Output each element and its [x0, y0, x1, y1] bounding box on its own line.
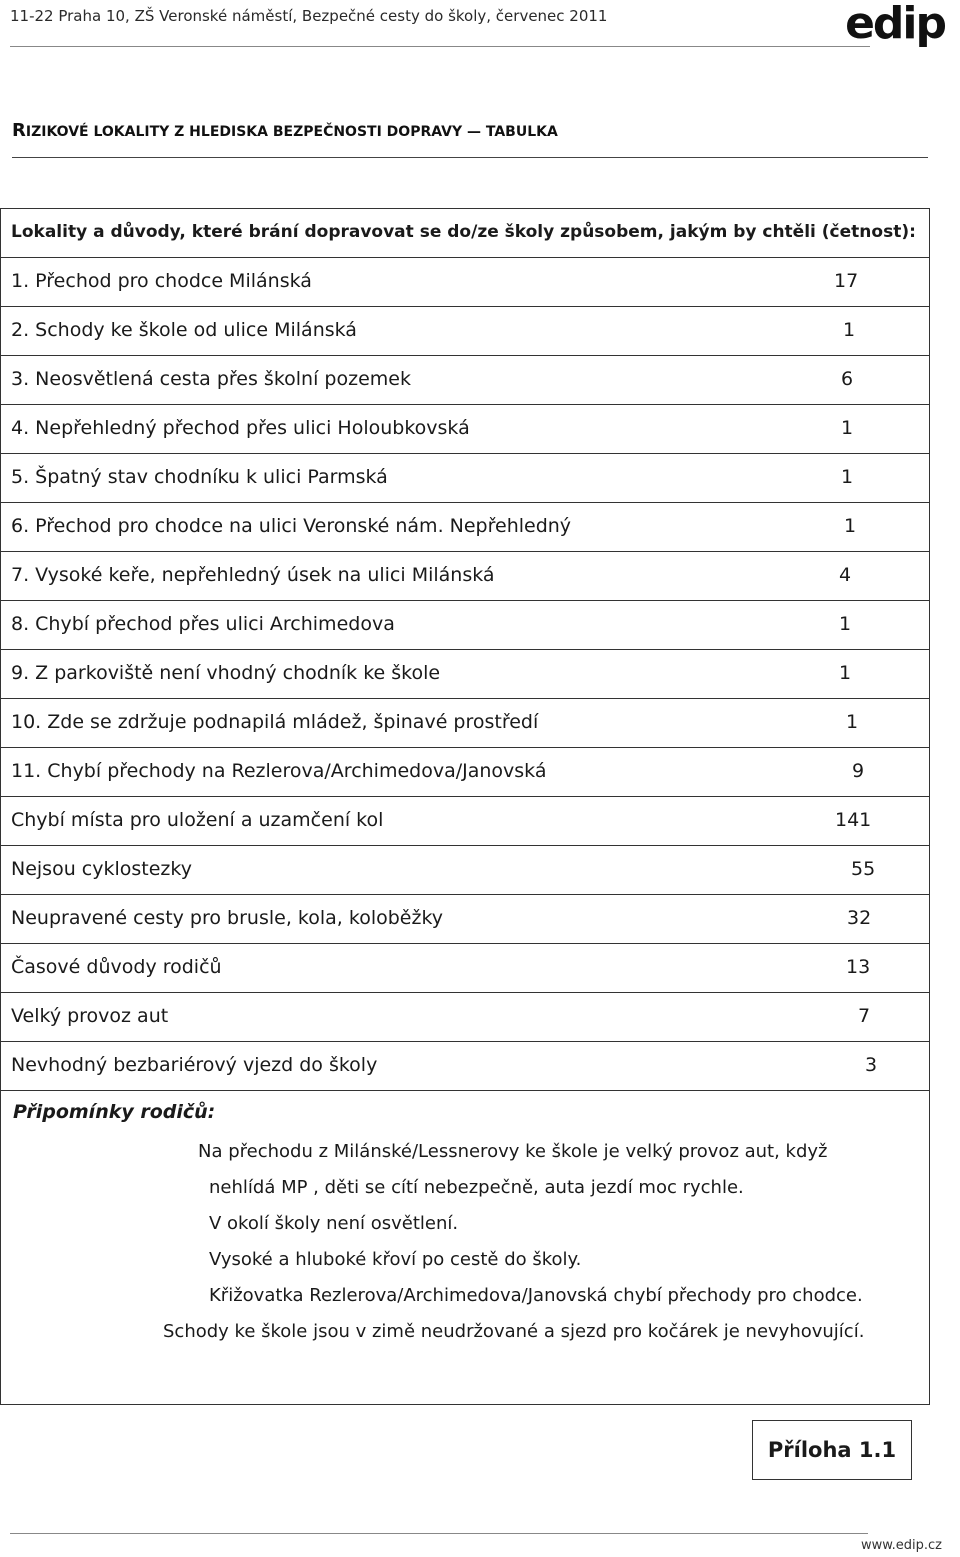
remark-line: Na přechodu z Milánské/Lessnerovy ke škole je velký provoz aut, když	[198, 1141, 828, 1162]
table-row	[1, 993, 929, 1042]
footer-url: www.edip.cz	[860, 1538, 942, 1553]
row-label: 5. Špatný stav chodníku k ulici Parmská	[11, 466, 388, 488]
table-row	[1, 944, 929, 993]
row-count: 6	[841, 368, 854, 390]
remark-line: V okolí školy není osvětlení.	[209, 1213, 459, 1234]
row-label: 4. Nepřehledný přechod přes ulici Holoubkovská	[11, 417, 470, 439]
row-count: 141	[835, 809, 872, 831]
row-label: 6. Přechod pro chodce na ulici Veronské nám. Nepřehledný	[11, 515, 572, 537]
row-count: 1	[844, 515, 857, 537]
table-row	[1, 503, 929, 552]
row-count: 1	[846, 711, 859, 733]
table-row	[1, 356, 929, 405]
row-label: Velký provoz aut	[11, 1005, 169, 1027]
header-divider	[10, 46, 870, 47]
title-part-1: IZIKOVÉ LOKALITY Z HLEDISKA BEZPEČNOSTI DOPRAVY	[25, 124, 463, 140]
table-row	[1, 1042, 929, 1091]
table-row	[1, 601, 929, 650]
remark-line: Schody ke škole jsou v zimě neudržované a sjezd pro kočárek je nevyhovující.	[163, 1321, 865, 1342]
row-count: 4	[839, 564, 852, 586]
table-row	[1, 454, 929, 503]
row-label: 1. Přechod pro chodce Milánská	[11, 270, 312, 292]
row-count: 9	[852, 760, 865, 782]
row-label: Časové důvody rodičů	[11, 956, 222, 978]
table-row	[1, 797, 929, 846]
table-row	[1, 552, 929, 601]
row-count: 3	[865, 1054, 878, 1076]
row-count: 17	[834, 270, 859, 292]
title-first-letter: R	[12, 120, 26, 141]
localities-table	[0, 208, 930, 1405]
remark-line: nehlídá MP , děti se cítí nebezpečně, auta jezdí moc rychle.	[209, 1177, 744, 1198]
row-label: 11. Chybí přechody na Rezlerova/Archimedova/Janovská	[11, 760, 547, 782]
table-row	[1, 650, 929, 699]
remarks-title: Připomínky rodičů:	[13, 1101, 216, 1123]
row-label: Neupravené cesty pro brusle, kola, koloběžky	[11, 907, 444, 929]
table-row	[1, 846, 929, 895]
table-heading: Lokality a důvody, které brání dopravovat se do/ze školy způsobem, jakým by chtěli (četnost):	[11, 222, 916, 242]
table-row	[1, 895, 929, 944]
title-divider	[12, 157, 928, 158]
remark-line: Vysoké a hluboké křoví po cestě do školy.	[209, 1249, 582, 1270]
row-count: 32	[847, 907, 872, 929]
row-count: 1	[841, 417, 854, 439]
row-count: 55	[851, 858, 876, 880]
parent-remarks	[1, 1091, 929, 1405]
row-label: Chybí místa pro uložení a uzamčení kol	[11, 809, 384, 831]
row-count: 13	[846, 956, 871, 978]
row-label: 7. Vysoké keře, nepřehledný úsek na ulici Milánská	[11, 564, 495, 586]
row-count: 1	[843, 319, 856, 341]
page-title	[12, 120, 558, 141]
title-dash: —	[462, 124, 486, 140]
row-label: 8. Chybí přechod přes ulici Archimedova	[11, 613, 395, 635]
header-text: 11-22 Praha 10, ZŠ Veronské náměstí, Bezpečné cesty do školy, červenec 2011	[10, 7, 608, 25]
table-row	[1, 699, 929, 748]
table-row	[1, 258, 929, 307]
row-label: Nejsou cyklostezky	[11, 858, 192, 880]
page-header	[10, 2, 955, 48]
table-row	[1, 748, 929, 797]
row-label: 10. Zde se zdržuje podnapilá mládež, špinavé prostředí	[11, 711, 539, 733]
row-label: 2. Schody ke škole od ulice Milánská	[11, 319, 357, 341]
annex-label: Příloha 1.1	[752, 1420, 912, 1480]
row-count: 7	[858, 1005, 871, 1027]
row-count: 1	[841, 466, 854, 488]
title-part-2: TABULKA	[485, 124, 558, 140]
footer-divider	[10, 1533, 868, 1534]
row-count: 1	[839, 613, 852, 635]
row-label: Nevhodný bezbariérový vjezd do školy	[11, 1054, 378, 1076]
row-label: 9. Z parkoviště není vhodný chodník ke škole	[11, 662, 441, 684]
edip-logo: edip	[845, 0, 945, 49]
row-label: 3. Neosvětlená cesta přes školní pozemek	[11, 368, 411, 390]
remark-line: Křižovatka Rezlerova/Archimedova/Janovská chybí přechody pro chodce.	[209, 1285, 863, 1306]
table-row	[1, 307, 929, 356]
row-count: 1	[839, 662, 852, 684]
table-heading-row	[1, 209, 929, 258]
table-row	[1, 405, 929, 454]
